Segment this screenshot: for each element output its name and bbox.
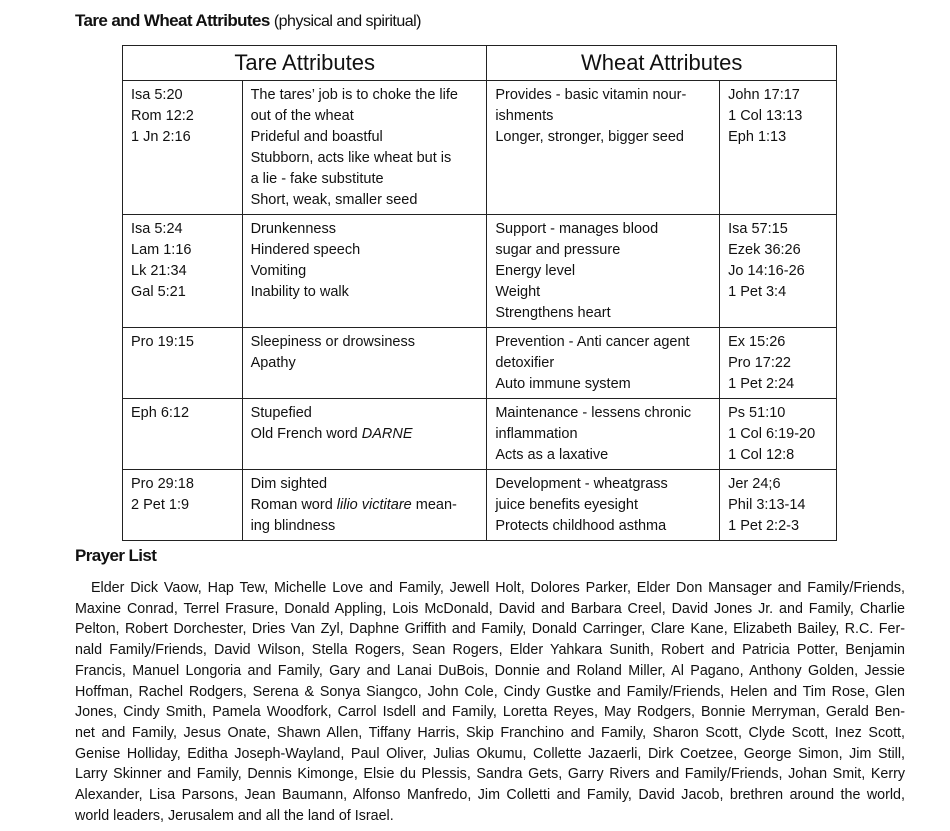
title-subtitle: (physical and spiritual) [273,13,421,30]
table-row [123,470,837,541]
cell-line: Ex 15:26 [728,334,786,350]
cell-line: inflammation [495,426,578,442]
italic-term: DARNE [361,426,413,442]
cell-line: 2 Pet 1:9 [131,497,190,513]
cell-line: Maintenance - lessens chronic [495,405,692,421]
prayer-line: Alexander, Lisa Parsons, Jean Baumann, Alfonso Manfredo, Jim Colletti and Family, David Jacob, brethren around the world, [75,787,905,804]
cell-line: Prevention - Anti cancer agent [495,334,690,350]
prayer-line: Larry Skinner and Family, Dennis Kimonge, Elsie du Plessis, Sandra Gets, Garry Rivers and Family/Friends, Johan Smit, Kerry [75,766,905,783]
tare-header: Tare Attributes [123,46,487,81]
cell-line: detoxifier [495,355,555,371]
prayer-line: Pelton, Robert Dorchester, Dries Van Zyl, Daphne Griffith and Family, Donald Carringer, Clare Kane, Elizabeth Bailey, R.C. Fer- [75,621,905,638]
cell-line: Isa 57:15 [728,221,788,237]
cell-line: Vomiting [250,263,307,279]
wheat-references [720,399,837,470]
cell-line: Pro 19:15 [131,334,194,350]
cell-line: Energy level [495,263,576,279]
cell-line: 1 Pet 3:4 [728,284,787,300]
cell-line: Drunkenness [250,221,336,237]
cell-line: Lk 21:34 [131,263,187,279]
tare-attributes [242,81,487,215]
tare-attributes [242,470,487,541]
cell-line: Acts as a laxative [495,447,609,463]
wheat-attributes [487,470,720,541]
tare-references [123,399,243,470]
cell-line: 1 Col 6:19-20 [728,426,816,442]
cell-line: The tares’ job is to choke the life [250,87,458,103]
wheat-references [720,215,837,328]
cell-line: Eph 1:13 [728,129,787,145]
cell-line: 1 Pet 2:24 [728,376,795,392]
wheat-attributes [487,215,720,328]
wheat-references [720,328,837,399]
table-row [123,399,837,470]
cell-line: John 17:17 [728,87,800,103]
attributes-table [122,45,837,541]
cell-line: Short, weak, smaller seed [250,192,418,208]
cell-line: out of the wheat [250,108,354,124]
cell-line: Dim sighted [250,476,328,492]
cell-line: Gal 5:21 [131,284,186,300]
prayer-line: Genise Holliday, Editha Joseph-Wayland, Paul Oliver, Julias Okumu, Collette Jazaerli, Dirk Coetzee, George Simon, Jim Still, [75,745,905,762]
cell-line: Roman word lilio victitare mean- [250,497,457,513]
cell-line: Provides - basic vitamin nour- [495,87,687,103]
prayer-list-title: Prayer List [75,546,157,565]
cell-line: Eph 6:12 [131,405,190,421]
cell-line: Phil 3:13-14 [728,497,806,513]
italic-term: lilio victitare [336,497,412,513]
cell-line: Protects childhood asthma [495,518,667,534]
wheat-attributes [487,81,720,215]
cell-line: ing blindness [250,518,336,534]
prayer-line: Hoffman, Rachel Rodgers, Serena & Sonya Siangco, John Cole, Cindy Gustke and Family/Friends, Helen and Tim Rose, Glen [75,683,905,700]
cell-line: Longer, stronger, bigger seed [495,129,684,145]
cell-line: Auto immune system [495,376,631,392]
cell-line: 1 Pet 2:2-3 [728,518,800,534]
wheat-attributes [487,399,720,470]
cell-line: Old French word DARNE [250,426,413,442]
prayer-line: Jones, Cindy Smith, Pamela Woodfork, Carrol Isdell and Family, Loretta Reyes, May Rodgers, Bonnie Merryman, Gerald Ben- [75,704,905,721]
cell-line: juice benefits eyesight [495,497,638,513]
tare-references [123,215,243,328]
cell-line: 1 Col 12:8 [728,447,795,463]
tare-attributes [242,328,487,399]
cell-line: Support - manages blood [495,221,659,237]
prayer-line: Francis, Manuel Longoria and Family, Gary and Lanai DuBois, Donnie and Roland Miller, Al Pagano, Anthony Golden, Jessie [75,662,905,679]
prayer-line: Maxine Conrad, Terrel Frasure, Donald Appling, Lois McDonald, David and Barbara Creel, David Jones Jr. and Family, Charlie [75,600,905,617]
cell-line: Stubborn, acts like wheat but is [250,150,452,166]
wheat-references [720,81,837,215]
prayer-line: Elder Dick Vaow, Hap Tew, Michelle Love and Family, Jewell Holt, Dolores Parker, Elder Don Mansager and Family/Friends, [91,580,905,596]
cell-line: Isa 5:24 [131,221,183,237]
tare-references [123,470,243,541]
table-row [123,328,837,399]
cell-line: Isa 5:20 [131,87,183,103]
cell-line: sugar and pressure [495,242,621,258]
cell-line: Lam 1:16 [131,242,192,258]
cell-line: Sleepiness or drowsiness [250,334,415,350]
table-row [123,215,837,328]
cell-line: Hindered speech [250,242,361,258]
document-title [75,11,421,31]
cell-line: Pro 29:18 [131,476,194,492]
cell-line: Ezek 36:26 [728,242,801,258]
tare-references [123,81,243,215]
cell-line: ishments [495,108,554,124]
prayer-list [75,578,905,826]
cell-line: 1 Jn 2:16 [131,129,191,145]
wheat-references [720,470,837,541]
cell-line: 1 Col 13:13 [728,108,803,124]
cell-line: Strengthens heart [495,305,611,321]
cell-line: Pro 17:22 [728,355,791,371]
cell-line: Weight [495,284,541,300]
cell-line: Rom 12:2 [131,108,194,124]
prayer-line: net and Family, Jesus Onate, Shawn Allen, Tiffany Harris, Skip Franchino and Family, Sharon Scott, Clyde Scott, Inez Scott, [75,724,905,741]
cell-line: Ps 51:10 [728,405,786,421]
tare-attributes [242,399,487,470]
wheat-header: Wheat Attributes [487,46,837,81]
tare-references [123,328,243,399]
table-row [123,81,837,215]
cell-line: Prideful and boastful [250,129,383,145]
cell-line: Stupefied [250,405,312,421]
title-text: Tare and Wheat Attributes [75,11,270,30]
cell-line: Jer 24;6 [728,476,781,492]
cell-line: Inability to walk [250,284,349,300]
prayer-line: world leaders, Jerusalem and all the land of Israel. [75,807,394,824]
cell-line: Development - wheatgrass [495,476,668,492]
wheat-attributes [487,328,720,399]
cell-line: Apathy [250,355,296,371]
cell-line: Jo 14:16-26 [728,263,805,279]
cell-line: a lie - fake substitute [250,171,384,187]
prayer-line: nald Family/Friends, David Wilson, Stella Rogers, Sean Rogers, Elder Yahkara Sunith, Robert and Patricia Potter, Benjamin [75,642,905,659]
tare-attributes [242,215,487,328]
